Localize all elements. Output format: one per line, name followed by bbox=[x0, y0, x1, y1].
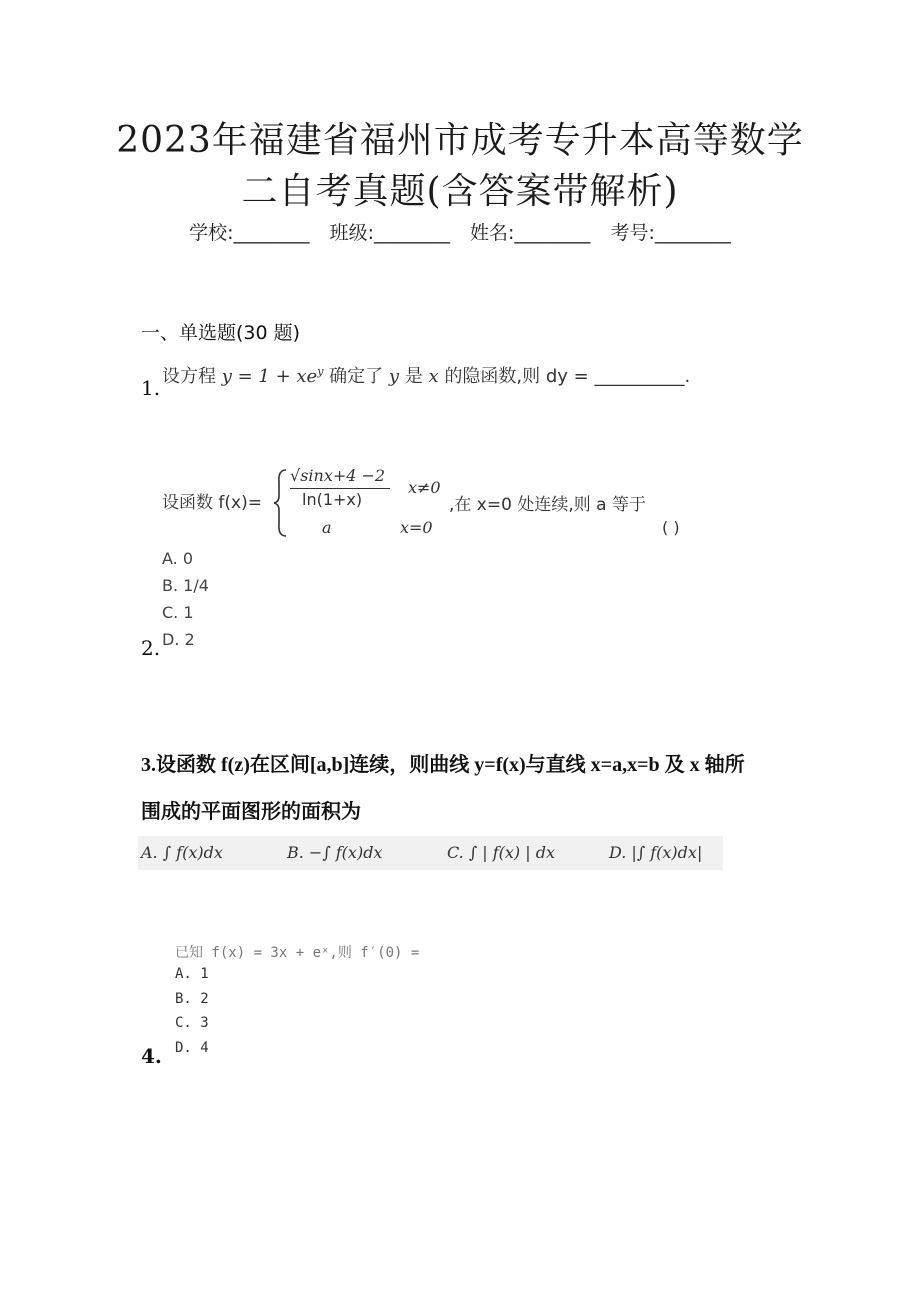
q3-line1: 3.设函数 f(z)在区间[a,b]连续，则曲线 y=f(x)与直线 x=a,x=b 及 x 轴所 bbox=[141, 754, 745, 776]
doc-title-line1: 2023年福建省福州市成考专升本高等数学 bbox=[116, 120, 804, 161]
school-field: 学校:________ bbox=[189, 222, 310, 244]
q2-option-d: D. 2 bbox=[162, 630, 195, 649]
q2-denominator: ln(1+x) bbox=[302, 490, 363, 509]
q1-stem: 设方程 $y = 1 + xe^y$ 确定了 y 是 x 的隐函数,则 dy = __________. bbox=[162, 365, 691, 387]
q2-val2: a bbox=[322, 518, 332, 537]
q2-pre: 设函数 f(x)= bbox=[162, 493, 262, 513]
section-heading: 一、单选题(30 题) bbox=[141, 322, 301, 344]
q1-number: 1. bbox=[141, 376, 161, 400]
left-brace-icon bbox=[272, 468, 288, 538]
q3-option-d: D. |∫ f(x)dx| bbox=[609, 843, 703, 862]
q2-cond1: x≠0 bbox=[408, 478, 441, 497]
id-field: 考号:________ bbox=[610, 222, 731, 244]
q4-number: 4. bbox=[141, 1044, 162, 1068]
info-line bbox=[0, 218, 920, 245]
q2-paren: ( ) bbox=[662, 518, 680, 537]
q4-option-c: C. 3 bbox=[175, 1015, 209, 1031]
fraction-bar bbox=[290, 488, 390, 489]
doc-title-line2: 二自考真题(含答案带解析) bbox=[241, 171, 679, 212]
q4-stem: 已知 f(x) = 3x + eˣ,则 f′(0) = bbox=[175, 945, 420, 961]
q4-option-a: A. 1 bbox=[175, 966, 209, 982]
q2-numerator: √sinx+4 −2 bbox=[290, 466, 386, 485]
q3-option-a: A. ∫ f(x)dx bbox=[141, 843, 223, 862]
q2-option-c: C. 1 bbox=[162, 603, 194, 622]
q2-cond2: x=0 bbox=[400, 518, 433, 537]
q3-option-b: B. −∫ f(x)dx bbox=[287, 843, 383, 862]
q2-number: 2. bbox=[141, 636, 161, 660]
q3-line2: 围成的平面图形的面积为 bbox=[141, 801, 361, 823]
class-field: 班级:________ bbox=[329, 222, 450, 244]
q4-option-d: D. 4 bbox=[175, 1040, 209, 1056]
q2-option-a: A. 0 bbox=[162, 549, 194, 568]
q3-option-c: C. ∫ | f(x) | dx bbox=[447, 843, 555, 862]
name-field: 姓名:________ bbox=[470, 222, 591, 244]
q2-post: ,在 x=0 处连续,则 a 等于 bbox=[449, 495, 646, 515]
q2-option-b: B. 1/4 bbox=[162, 576, 209, 595]
q4-option-b: B. 2 bbox=[175, 991, 209, 1007]
